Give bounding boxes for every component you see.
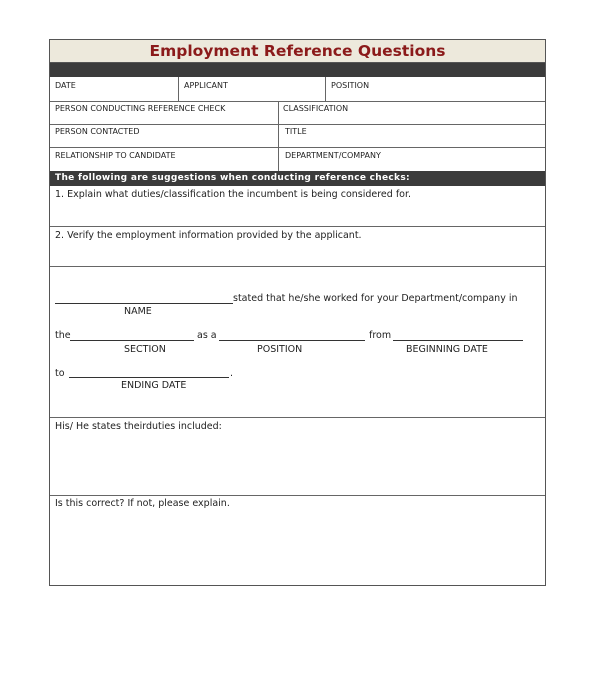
statement-text: stated that he/she worked for your Department/company in: [233, 293, 518, 304]
classification-field[interactable]: CLASSIFICATION: [283, 104, 349, 113]
section-caption: SECTION: [124, 344, 166, 355]
name-caption: NAME: [124, 306, 152, 317]
department-field[interactable]: DEPARTMENT/COMPANY: [285, 151, 381, 160]
ending-date-caption: ENDING DATE: [121, 380, 187, 391]
applicant-field[interactable]: APPLICANT: [184, 81, 228, 90]
to-text: to: [55, 368, 65, 379]
position-field[interactable]: POSITION: [331, 81, 370, 90]
from-text: from: [369, 330, 392, 341]
suggestions-header: The following are suggestions when conducting reference checks:: [50, 171, 545, 186]
person-conducting-field[interactable]: PERSON CONDUCTING REFERENCE CHECK: [55, 104, 226, 113]
header-bar: [50, 63, 545, 77]
period-text: .: [230, 368, 234, 379]
question-2: 2. Verify the employment information provided by the applicant.: [55, 230, 362, 241]
question-1: 1. Explain what duties/classification the incumbent is being considered for.: [55, 189, 412, 200]
the-text: the: [55, 330, 71, 341]
date-field[interactable]: DATE: [55, 81, 76, 90]
person-contacted-field[interactable]: PERSON CONTACTED: [55, 127, 140, 136]
duties-label[interactable]: His/ He states theirduties included:: [55, 421, 222, 432]
as-a-text: as a: [197, 330, 217, 341]
title-field[interactable]: TITLE: [285, 127, 307, 136]
beginning-date-caption: BEGINNING DATE: [406, 344, 488, 355]
form-title: Employment Reference Questions: [50, 40, 545, 63]
correct-label[interactable]: Is this correct? If not, please explain.: [55, 498, 230, 509]
relationship-field[interactable]: RELATIONSHIP TO CANDIDATE: [55, 151, 176, 160]
position-caption: POSITION: [257, 344, 303, 355]
